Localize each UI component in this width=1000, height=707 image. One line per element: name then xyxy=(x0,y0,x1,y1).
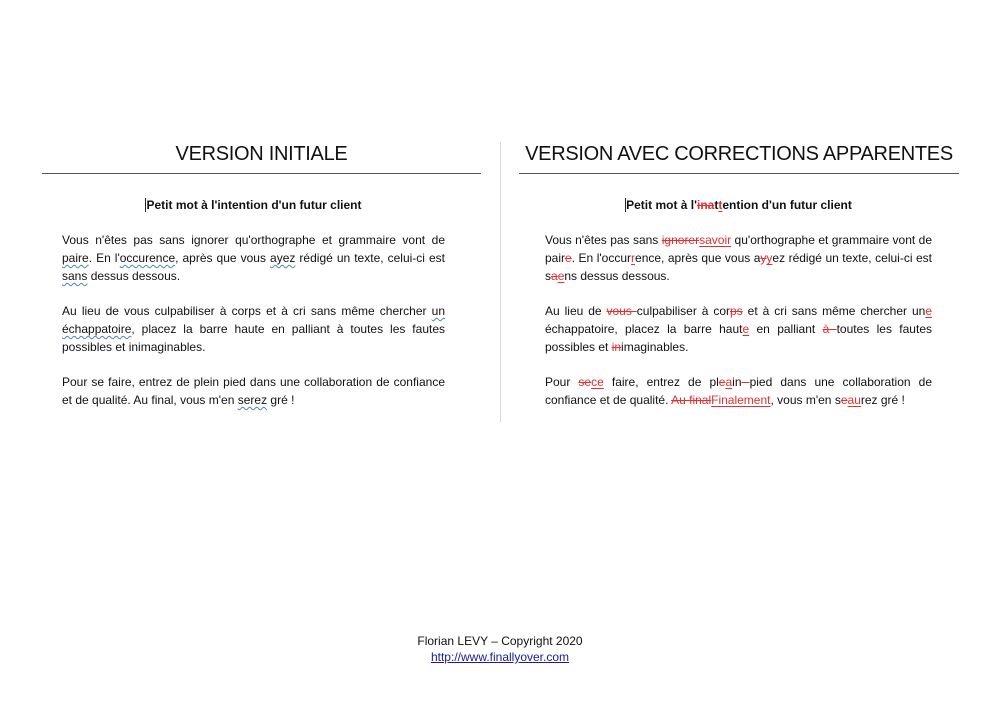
inserted-text: e xyxy=(557,269,565,283)
spelling-flag[interactable]: ayez xyxy=(270,251,296,265)
deleted-text: ina xyxy=(697,198,715,212)
corrected-letter xyxy=(519,196,959,409)
corrected-paragraph-1: Vous n'êtes pas sans ignorersavoir qu'orthographe et grammaire vont de paire. En l'occurrence, après que vous ayyez rédigé un texte, celui-ci est saens dessus dessous. xyxy=(545,233,932,283)
inserted-text: ce xyxy=(591,375,604,389)
deleted-text: ps xyxy=(730,304,743,318)
page-footer xyxy=(0,633,1000,665)
corrected-version-column xyxy=(519,140,959,426)
inserted-text: r xyxy=(631,251,636,265)
deleted-text: Au final xyxy=(671,393,712,407)
deleted-text: e xyxy=(718,375,726,389)
inserted-text: Finalement xyxy=(711,393,771,407)
website-link[interactable]: http://www.finallyover.com xyxy=(430,650,570,664)
spelling-flag[interactable]: paire xyxy=(62,251,89,265)
column-divider xyxy=(500,142,501,422)
original-paragraph-1: Vous n'êtes pas sans ignorer qu'orthographe et grammaire vont de paire. En l'occurence, après que vous ayez rédigé un texte, celui-ci est sans dessus dessous. xyxy=(62,233,446,283)
deleted-text: se xyxy=(578,375,592,389)
inserted-text: y xyxy=(766,251,773,265)
deleted-text: e xyxy=(565,251,572,265)
copyright-text: Florian LEVY – Copyright 2020 xyxy=(417,634,583,648)
grammar-flag[interactable]: un échappatoire xyxy=(62,304,445,336)
inserted-text: t xyxy=(718,198,723,212)
original-version-heading: VERSION INITIALE xyxy=(42,140,481,174)
inserted-text: savoir xyxy=(699,233,732,247)
inserted-text: e xyxy=(925,304,932,318)
spelling-flag[interactable]: occurence xyxy=(119,251,176,265)
original-paragraph-3: Pour se faire, entrez de plein pied dans une collaboration de confiance et de qualité. Au final, vous m'en serez gré ! xyxy=(62,375,445,407)
corrected-version-heading: VERSION AVEC CORRECTIONS APPARENTES xyxy=(519,140,959,174)
spelling-flag[interactable]: sans xyxy=(62,269,88,283)
corrected-letter-title: Petit mot à l'inattention d'un futur client xyxy=(626,198,852,212)
grammar-flag[interactable]: serez xyxy=(237,393,268,407)
inserted-text: a xyxy=(725,375,733,389)
deleted-text: e xyxy=(840,393,848,407)
deleted-text: ignorer xyxy=(661,233,700,247)
original-letter-title: Petit mot à l'intention d'un futur client xyxy=(146,198,362,212)
deleted-text xyxy=(742,375,750,389)
corrected-paragraph-3: Pour sece faire, entrez de pleain pied dans une collaboration de confiance et de qualité. Au finalFinalement, vous m'en seaurez gré ! xyxy=(545,375,932,407)
inserted-text: au xyxy=(847,393,861,407)
deleted-text: y xyxy=(760,251,767,265)
deleted-text: in xyxy=(611,340,622,354)
original-version-column xyxy=(42,140,481,426)
original-letter xyxy=(42,196,481,409)
corrected-paragraph-2: Au lieu de vous culpabiliser à corps et à cri sans même chercher une échappatoire, placez la barre haute en palliant à toutes les fautes possibles et inimaginables. xyxy=(545,304,932,354)
original-paragraph-2: Au lieu de vous culpabiliser à corps et à cri sans même chercher un échappatoire, placez la barre haute en palliant à toutes les fautes possibles et inimaginables. xyxy=(62,304,445,354)
deleted-text: a xyxy=(551,269,558,283)
deleted-text: vous xyxy=(606,304,637,318)
deleted-text: à xyxy=(822,322,837,336)
inserted-text: e xyxy=(742,322,750,336)
